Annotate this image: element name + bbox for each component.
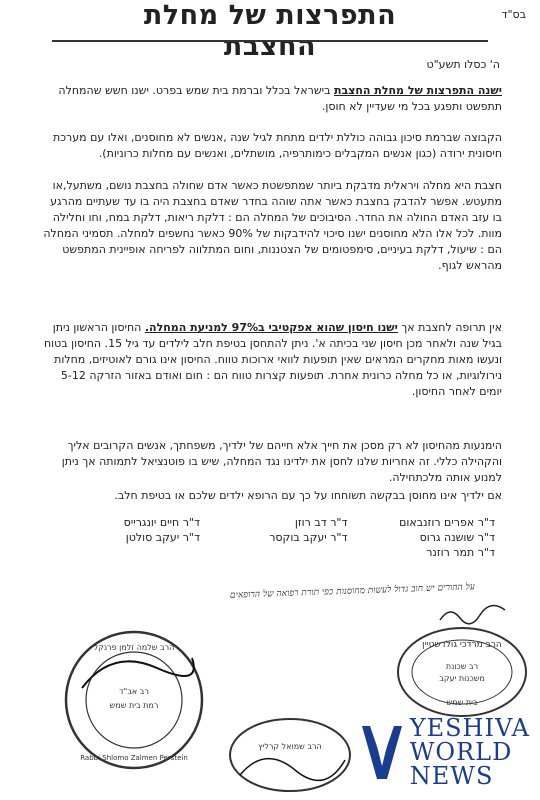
paragraph-vaccine (40, 320, 502, 400)
svg-text:Rabbi Shlomo Zalmen Perstein: Rabbi Shlomo Zalmen Perstein (80, 754, 188, 762)
paragraph-disease-info (40, 178, 502, 274)
document-title: התפרצות של מחלת החצבת (143, 0, 397, 62)
svg-text:רב שכונת: רב שכונת (445, 662, 479, 671)
signature-scribble (435, 600, 510, 630)
rabbi-goldstein-stamp (395, 625, 530, 720)
outbreak-heading: ישנה התפרצות של מחלת החצבת (333, 84, 502, 97)
rabbi-frankel-stamp (62, 628, 207, 773)
signatory-name: ד"ר אפרים רוזנבאום (399, 516, 495, 529)
svg-text:הרב מרדכי גולדשטיין: הרב מרדכי גולדשטיין (422, 640, 502, 650)
svg-text:הרב שלמה זלמן פרנקל: הרב שלמה זלמן פרנקל (93, 643, 175, 652)
call-to-action-text: אם ילדיך אינו מחוסן בבקשה תשוחחו על כך עם הרופא ילדים שלכם או בטיפת חלב. (114, 489, 502, 502)
svg-text:רמת בית שמש: רמת בית שמש (109, 701, 159, 710)
signatory-name: ד"ר חיים יונגרייס (123, 516, 200, 529)
signatory-name: ד"ר שושנה גרוס (419, 531, 495, 544)
signatory-name: ד"ר יעקב בוקסר (269, 531, 348, 544)
svg-text:הרב שמואל קרליץ: הרב שמואל קרליץ (258, 742, 322, 751)
handwritten-rabbinic-note: על ההורים יש חוב גדול לעשות מחוסנות כפי תורת רפואה של הרופאים (229, 582, 476, 601)
watermark-line: WORLD (409, 738, 513, 766)
signatory-name: ד"ר יעקב סולטן (125, 531, 200, 544)
vaccine-highlight: ישנו חיסון שהוא אפקטיבי ב97% למניעת המחלה. (144, 321, 398, 334)
yeshiva-world-news-watermark (360, 716, 530, 788)
signatories-row (60, 530, 495, 545)
vaccine-text-b: החיסון הראשון ניתן בגיל שנה ולאחר מכן חיסון שני בכיתה א'. ניתן להתחסן בטיפת חלב לילדים עד גיל 15. החיסון בטוח ונעשו מאות מחקרים המראים שאין תופעות לוואי ארוכות טווח. החיסון אינו גורם לאוטיזים, מחלות נירולוגיות, או כל מחלה כרונית אחרת. תופעות קצרות טווח הם : חום ואודם באזור הזרקה 5-12 יומים לאחר החיסון. (43, 321, 502, 398)
signatory-name: ד"ר דב רוזן (294, 516, 348, 529)
watermark-line: YESHIVA (409, 714, 530, 742)
svg-text:רב אב"ד: רב אב"ד (119, 687, 149, 696)
svg-text:משכנות יעקב: משכנות יעקב (439, 674, 485, 683)
signatory-name: ד"ר תמר רוזנר (426, 546, 495, 559)
disease-info-text: חצבת היא מחלה ויראלית מדבקת ביותר שמתפשטת כאשר אדם שחולה בחצבת נושם, משתעל,או מתעטש. אפשר להדבק בחצבת כאשר אתה שוהה בחדר שאדם בחצבת היה בו עד שעתיים מהרגע בו עזב האדם החולה את החדר. הסיבוכים של המחלה הם : דלקת ריאות, דלקת במח, וחו וחלילה מוות. לכל אלו הלא מחוסנים ישנו סיכוי להידבקות של 90% כאשר נחשפים למחלה. תסמיני המחלה הם : שיעול, דלקת בעיניים, סימפטומים של הצטננות, וחום המתלווה לפריחה אופיינית המתפשט מהראש לגוף. (43, 179, 502, 272)
paragraph-outbreak (40, 83, 502, 115)
signatories-row (60, 515, 495, 530)
rabbi-karelitz-stamp (225, 715, 355, 795)
title-underline (52, 40, 488, 42)
signatories-row (60, 545, 495, 560)
outbreak-text: בישראל בכלל וברמת בית שמש בפרט. ישנו חשש שהמחלה תתפשט ותפגע בכל מי שעדיין לא חוסן. (58, 84, 502, 113)
letter-date: ה' כסלו תשע"ט (426, 58, 500, 71)
risk-group-text: הקבוצה שברמת סיכון גבוהה כוללת ילדים מתחת לגיל שנה ,אנשים לא מחוסנים, ואלו עם מערכת חיסונית ירודה (כגון אנשים המקבלים כימותרפיה, מושתלים, ואנשים עם מחלות כרוניות). (52, 131, 502, 160)
responsibility-text: הימנעות מהחיסון לא רק מסכן את חייך אלא חייהם של ילדיך, משפחתך, אנשים הקרובים אליך והקהילה כללי. זה אחריות שלנו לחסן את ילדינו נגד המחלה, שיש בו פוטנציאל לתמותה אך ניתן למנוע אותה מלכתחילה. (61, 439, 502, 484)
svg-text:בית שמש: בית שמש (446, 698, 478, 707)
bsd-mark: בס"ד (501, 8, 526, 21)
paragraph-call-to-action (40, 488, 502, 504)
paragraph-responsibility (40, 438, 502, 486)
paragraph-risk-group (40, 130, 502, 162)
yeshiva-world-news-logo-icon (360, 721, 404, 783)
vaccine-text-a: אין תרופה לחצבת אך (397, 321, 502, 334)
signatories-list (60, 515, 495, 560)
watermark-line: NEWS (409, 762, 494, 790)
